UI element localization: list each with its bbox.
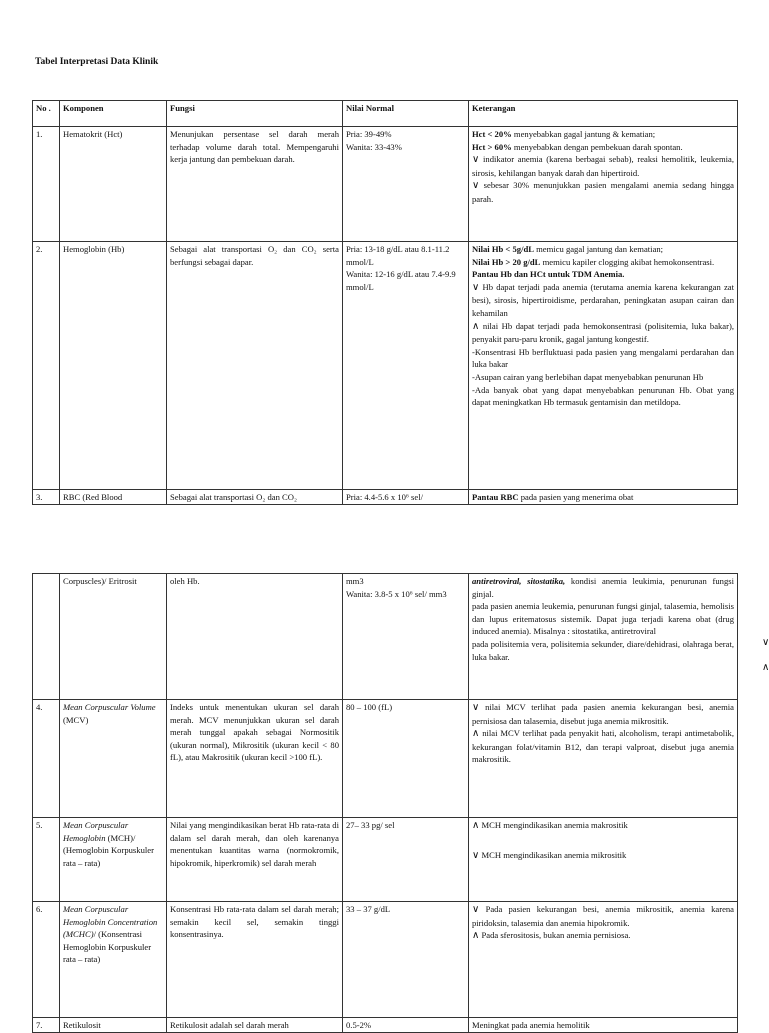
keterangan-lead: Hct > 60% (472, 141, 512, 152)
keterangan-text: Konsentrasi Hb berfluktuasi pada pasien yang mengalami perdarahan dan luka bakar (472, 346, 734, 370)
keterangan-cell (469, 902, 738, 1018)
komponen-italic: Mean Corpuscular Hemoglobin (63, 820, 129, 843)
keterangan-cell: Meningkat pada anemia hemolitik (469, 1018, 738, 1033)
komponen-cell: Hematokrit (Hct) (60, 127, 167, 242)
keterangan-text: Pada sferositosis, bukan anemia pernisiosa. (479, 930, 631, 941)
fungsi-cell: Nilai yang mengindikasikan berat Hb rata-rata di dalam sel darah merah, dan oleh karenanya menentukan kuantitas warna (normokromik, hipokromik, hiperkromik) sel darah merah (167, 818, 343, 902)
header-fungsi: Fungsi (167, 101, 343, 127)
table-header-row (33, 101, 738, 127)
down-arrow-icon: ∨ (472, 281, 480, 293)
keterangan-lead: Pantau RBC (472, 492, 519, 502)
keterangan-text: nilai Hb dapat terjadi pada hemokonsentrasi (polisitemia, luka bakar), penyakit paru-paru kronik, gagal jantung kongestif. (472, 320, 734, 345)
keterangan-text: memicu gagal jantung dan kematian; (533, 244, 664, 254)
row-number: 2. (33, 242, 60, 490)
keterangan-text: kondisi anemia leukimia, penurunan fungsi ginjal. (472, 576, 734, 599)
keterangan-text: pada pasien yang menerima obat (518, 492, 634, 502)
keterangan-text: Pada pasien kekurangan besi, anemia mikrositik, anemia karena piridoksin, talasemia dan anemia hipokromik. (472, 904, 734, 928)
keterangan-lead: Nilai Hb > 20 g/dL (472, 256, 541, 267)
nilai-normal-cell (343, 242, 469, 490)
keterangan-lead: Pantau Hb dan HCt untuk TDM Anemia. (472, 269, 625, 280)
row-number: 4. (33, 700, 60, 818)
keterangan-text: Asupan cairan yang berlebihan dapat menyebabkan penurunan Hb (474, 371, 704, 382)
up-arrow-icon: ∧ (472, 930, 480, 942)
keterangan-text: Hb dapat terjadi pada anemia (terutama anemia karena kekurangan zat besi), sirosis, hipertiroidisme, perdarahan, peningkatan asupan cairan dan kehamilan (472, 281, 734, 318)
header-keterangan: Keterangan (469, 101, 738, 127)
nilai-normal-cell: Pria: 4.4-5.6 x 10⁶ sel/ (343, 490, 469, 505)
up-arrow-icon: ∧ (472, 320, 480, 332)
table-row (33, 127, 738, 242)
keterangan-text: pada polisitemia vera, polisitemia sekunder, diare/dehidrasi, olahraga berat, luka bakar. (472, 638, 734, 662)
table-row (33, 818, 738, 902)
keterangan-text: sebesar 30% menunjukkan pasien mengalami anemia sedang hingga parah. (472, 180, 734, 204)
down-arrow-icon: ∨ (472, 904, 480, 915)
table-row (33, 574, 738, 700)
down-arrow-icon: ∨ (472, 154, 480, 166)
nilai-normal-cell: 33 – 37 g/dL (343, 902, 469, 1018)
clinical-data-table-1 (32, 100, 738, 505)
fungsi-cell: oleh Hb. (167, 574, 343, 700)
keterangan-cell (469, 490, 738, 505)
keterangan-lead: Nilai Hb < 5g/dL (472, 244, 534, 254)
up-arrow-icon: ∧ (472, 728, 480, 740)
keterangan-text: menyebabkan dengan pembekuan darah spontan. (511, 141, 683, 152)
fungsi-cell: Sebagai alat transportasi O₂ dan CO₂ serta berfungsi sebagai dapar. (167, 242, 343, 490)
keterangan-lead: antiretroviral, sitostatika, (472, 576, 566, 586)
table-row (33, 902, 738, 1018)
table-row (33, 242, 738, 490)
keterangan-lead: Hct < 20% (472, 129, 512, 139)
fungsi-cell: Indeks untuk menentukan ukuran sel darah merah. MCV menunjukkan ukuran sel darah merah tunggal apakah sebagai Normositik (ukuran normal), Mikrositik (ukuran kecil < 80 fL), atau Makrositik (ukuran kecil >100 fL). (167, 700, 343, 818)
fungsi-cell: Sebagai alat transportasi O₂ dan CO₂ (167, 490, 343, 505)
keterangan-text: menyebabkan gagal jantung & kematian; (511, 129, 656, 139)
header-komponen: Komponen (60, 101, 167, 127)
komponen-cell: Hemoglobin (Hb) (60, 242, 167, 490)
komponen-text: (MCH)/ (Hemoglobin Korpuskuler rata – rata) (63, 832, 154, 868)
nilai-normal-cell: 80 – 100 (fL) (343, 700, 469, 818)
keterangan-text: nilai MCV terlihat pada penyakit hati, alcoholism, terapi antimetabolik, kekurangan folat/vitamin B12, dan terapi valproat, disebut juga anemia makrositik. (472, 728, 734, 765)
keterangan-cell (469, 574, 738, 700)
nilai-line: Pria: 13-18 g/dL atau 8.1-11.2 mmol/L (346, 244, 450, 267)
nilai-line: Wanita: 33-43% (346, 141, 402, 152)
nilai-normal-cell: 0.5-2% (343, 1018, 469, 1033)
table-row (33, 1018, 738, 1033)
header-no: No . (33, 101, 60, 127)
komponen-cell (60, 902, 167, 1018)
header-nilai-normal: Nilai Normal (343, 101, 469, 127)
nilai-normal-cell: 27– 33 pg/ sel (343, 818, 469, 902)
komponen-cell: Retikulosit (60, 1018, 167, 1033)
keterangan-cell (469, 127, 738, 242)
keterangan-text: memicu kapiler clogging akibat hemokonsentrasi. (540, 256, 715, 267)
table-row (33, 490, 738, 505)
nilai-normal-cell (343, 574, 469, 700)
komponen-italic: Mean Corpuscular Volume (63, 702, 156, 712)
down-arrow-icon: ∨ (472, 849, 480, 861)
keterangan-text: Ada banyak obat yang dapat menyebabkan penurunan Hb. Obat yang dapat meningkatkan Hb termasuk gentamisin dan metildopa. (472, 384, 734, 408)
komponen-cell: Corpuscles)/ Eritrosit (60, 574, 167, 700)
fungsi-cell: Retikulosit adalah sel darah merah (167, 1018, 343, 1033)
keterangan-cell: Nilai Hb < 5g/dL memicu gagal jantung dan kematian; Nilai Hb > 20 g/dL memicu kapiler clogging akibat hemokonsentrasi. Pantau Hb dan HCt untuk TDM Anemia. ∨ Hb dapat terjadi pada anemia (terutama anemia karena kekurangan zat besi), sirosis, hipertiroidisme, perdarahan, peningkatan asupan cairan dan kehamilan ∧ nilai Hb dapat terjadi pada hemokonsentrasi (polisitemia, luka bakar), penyakit paru-paru kronik, gagal jantung kongestif. -Konsentrasi Hb berfluktuasi pada pasien yang mengalami perdarahan dan luka bakar -Asupan cairan yang berlebihan dapat menyebabkan penurunan Hb -Ada banyak obat yang dapat menyebabkan penurunan Hb. Obat yang dapat meningkatkan Hb termasuk gentamisin dan metildopa. (469, 242, 738, 490)
down-arrow-icon: ∨ (472, 180, 480, 192)
row-number: 7. (33, 1018, 60, 1033)
up-arrow-icon: ∧ (762, 662, 769, 673)
fungsi-cell: Menunjukan persentase sel darah merah terhadap volume darah total. Mempengaruhi kerja jantung dan pembekuan darah. (167, 127, 343, 242)
clinical-data-table-2 (32, 573, 738, 1033)
table-row (33, 700, 738, 818)
row-number: 6. (33, 902, 60, 1018)
nilai-normal-cell (343, 127, 469, 242)
keterangan-text: indikator anemia (karena berbagai sebab), reaksi hemolitik, leukemia, sirosis, kehilangan banyak darah dan hipertiroid. (472, 154, 734, 178)
nilai-line: mm3 (346, 576, 364, 586)
fungsi-cell: Konsentrasi Hb rata-rata dalam sel darah merah; semakin kecil sel, semakin tinggi konsentrasinya. (167, 902, 343, 1018)
komponen-text: / (Konsentrasi Hemoglobin Korpuskuler rata – rata) (63, 929, 152, 965)
row-number: 5. (33, 818, 60, 902)
komponen-italic: Mean Corpuscular Hemoglobin Concentration (MCHC) (63, 904, 158, 940)
keterangan-text: pada pasien anemia leukemia, penurunan fungsi ginjal, talasemia, hemolisis dan lupus eritematosus sistemik. Dapat juga terjadi karena obat (drug induced anemia). Misalnya : sitostatika, antiretroviral (472, 601, 734, 637)
nilai-line: Wanita: 12-16 g/dL atau 7.4-9.9 mmol/L (346, 269, 456, 292)
keterangan-text: MCH mengindikasikan anemia makrositik (479, 820, 628, 830)
keterangan-cell (469, 818, 738, 902)
keterangan-cell (469, 700, 738, 818)
keterangan-text: nilai MCV terlihat pada pasien anemia kekurangan besi, anemia pernisiosa dan talasemia, disebut juga anemia mikrositik. (472, 702, 734, 726)
komponen-cell: RBC (Red Blood (60, 490, 167, 505)
row-number: 1. (33, 127, 60, 242)
document-title: Tabel Interpretasi Data Klinik (35, 57, 159, 67)
komponen-text: (MCV) (63, 714, 89, 725)
row-number (33, 574, 60, 700)
up-arrow-icon: ∧ (472, 820, 480, 831)
komponen-cell (60, 700, 167, 818)
nilai-line: Wanita: 3.8-5 x 10⁶ sel/ mm3 (346, 588, 447, 599)
nilai-line: Pria: 39-49% (346, 129, 392, 139)
row-number: 3. (33, 490, 60, 505)
komponen-cell (60, 818, 167, 902)
down-arrow-icon: ∨ (762, 637, 769, 648)
down-arrow-icon: ∨ (472, 702, 480, 713)
keterangan-text: MCH mengindikasikan anemia mikrositik (479, 849, 627, 860)
